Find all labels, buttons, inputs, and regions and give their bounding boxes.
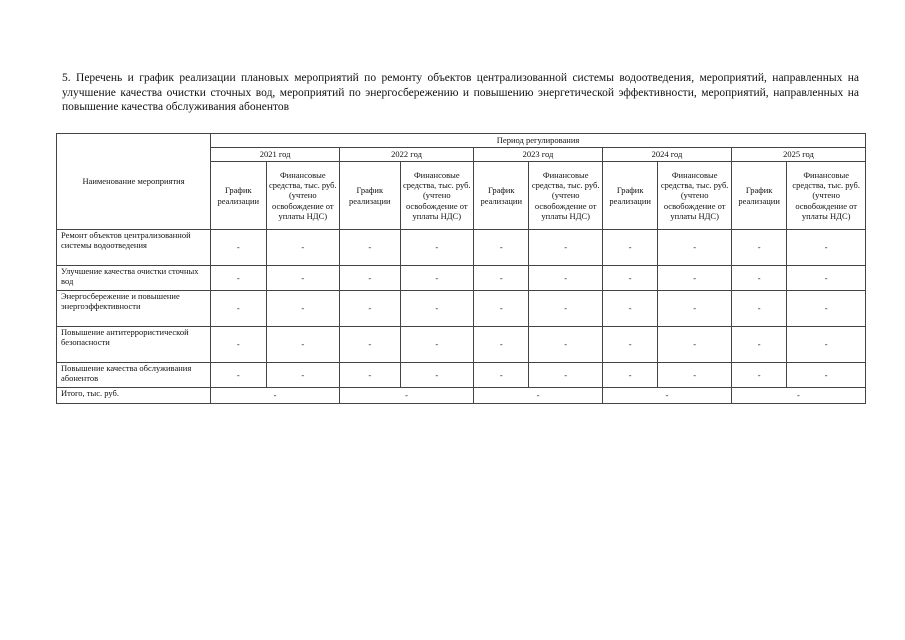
table-cell: -	[266, 327, 340, 363]
table-cell: -	[787, 291, 866, 327]
table-cell: -	[602, 363, 657, 388]
table-cell: -	[658, 266, 732, 291]
table-cell: -	[529, 291, 603, 327]
table-cell: -	[474, 230, 529, 266]
table-cell: -	[400, 291, 474, 327]
table-cell: -	[474, 266, 529, 291]
finance-column-header: Финансовые средства, тыс. руб. (учтено освобождение от уплаты НДС)	[529, 162, 603, 230]
table-cell: -	[529, 363, 603, 388]
year-header: 2024 год	[602, 148, 731, 162]
table-cell: -	[658, 291, 732, 327]
total-row	[57, 388, 866, 404]
table-cell: -	[211, 291, 266, 327]
table-cell: -	[731, 327, 786, 363]
activity-name: Повышение антитеррористической безопасности	[57, 327, 211, 363]
period-header: Период регулирования	[211, 134, 866, 148]
schedule-column-header: График реализации	[474, 162, 529, 230]
activity-name: Повышение качества обслуживания абонентов	[57, 363, 211, 388]
table-cell: -	[731, 363, 786, 388]
table-cell: -	[400, 266, 474, 291]
year-header: 2022 год	[340, 148, 474, 162]
table-cell: -	[266, 266, 340, 291]
schedule-column-header: График реализации	[340, 162, 400, 230]
schedule-column-header: График реализации	[602, 162, 657, 230]
activity-name: Энергосбережение и повышение энергоэффективности	[57, 291, 211, 327]
table-cell: -	[602, 327, 657, 363]
table-row	[57, 291, 866, 327]
table-cell: -	[340, 266, 400, 291]
table-cell: -	[400, 327, 474, 363]
table-row	[57, 327, 866, 363]
section-heading: 5. Перечень и график реализации плановых мероприятий по ремонту объектов централизованной системы водоотведения, мероприятий, направленных на улучшение качества очистки сточных вод, мероприятий по энергосбережению и повышению энергетической эффективности, мероприятий, направленных на повышение качества обслуживания абонентов	[62, 72, 859, 113]
table-cell: -	[340, 230, 400, 266]
table-cell: -	[400, 230, 474, 266]
year-header: 2021 год	[211, 148, 340, 162]
table-cell: -	[731, 230, 786, 266]
table-cell: -	[211, 230, 266, 266]
total-cell: -	[211, 388, 340, 404]
table-cell: -	[529, 327, 603, 363]
total-cell: -	[602, 388, 731, 404]
table-row	[57, 363, 866, 388]
table-cell: -	[602, 230, 657, 266]
table-cell: -	[266, 363, 340, 388]
schedule-column-header: График реализации	[731, 162, 786, 230]
year-header: 2023 год	[474, 148, 603, 162]
schedule-column-header: График реализации	[211, 162, 266, 230]
table-cell: -	[529, 230, 603, 266]
table-cell: -	[787, 230, 866, 266]
table-cell: -	[602, 291, 657, 327]
table-cell: -	[211, 327, 266, 363]
table-cell: -	[787, 327, 866, 363]
table-cell: -	[474, 327, 529, 363]
finance-column-header: Финансовые средства, тыс. руб. (учтено освобождение от уплаты НДС)	[787, 162, 866, 230]
table-cell: -	[400, 363, 474, 388]
table-cell: -	[474, 291, 529, 327]
table-row	[57, 230, 866, 266]
activity-name: Улучшение качества очистки сточных вод	[57, 266, 211, 291]
total-cell: -	[340, 388, 474, 404]
table-cell: -	[211, 363, 266, 388]
table-cell: -	[340, 291, 400, 327]
total-cell: -	[731, 388, 865, 404]
table-cell: -	[602, 266, 657, 291]
table-cell: -	[658, 363, 732, 388]
total-cell: -	[474, 388, 603, 404]
table-cell: -	[658, 230, 732, 266]
table-cell: -	[731, 291, 786, 327]
table-cell: -	[787, 363, 866, 388]
table-cell: -	[529, 266, 603, 291]
table-cell: -	[340, 327, 400, 363]
finance-column-header: Финансовые средства, тыс. руб. (учтено освобождение от уплаты НДС)	[400, 162, 474, 230]
activities-table	[56, 133, 866, 404]
total-label: Итого, тыс. руб.	[57, 388, 211, 404]
table-cell: -	[787, 266, 866, 291]
table-cell: -	[731, 266, 786, 291]
year-header: 2025 год	[731, 148, 865, 162]
table-cell: -	[266, 291, 340, 327]
table-cell: -	[266, 230, 340, 266]
table-row	[57, 266, 866, 291]
table-cell: -	[211, 266, 266, 291]
table-cell: -	[658, 327, 732, 363]
table-cell: -	[340, 363, 400, 388]
name-column-header: Наименование мероприятия	[57, 134, 211, 230]
finance-column-header: Финансовые средства, тыс. руб. (учтено освобождение от уплаты НДС)	[658, 162, 732, 230]
activity-name: Ремонт объектов централизованной системы водоотведения	[57, 230, 211, 266]
finance-column-header: Финансовые средства, тыс. руб. (учтено освобождение от уплаты НДС)	[266, 162, 340, 230]
table-cell: -	[474, 363, 529, 388]
